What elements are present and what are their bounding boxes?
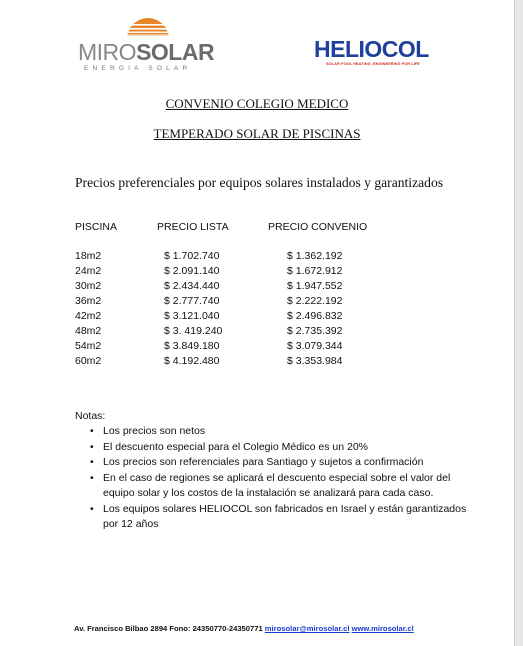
cell-precio-convenio: $ 2.496.832 bbox=[287, 310, 343, 322]
sun-icon bbox=[74, 16, 194, 40]
table-row bbox=[0, 280, 514, 295]
cell-piscina: 60m2 bbox=[75, 355, 102, 367]
intro-text: Precios preferenciales por equipos solares instalados y garantizados bbox=[75, 175, 444, 190]
col-header-precio-lista: PRECIO LISTA bbox=[157, 221, 229, 233]
table-row bbox=[0, 265, 514, 280]
cell-piscina: 36m2 bbox=[75, 295, 102, 307]
mirosolar-wordmark: MIROSOLAR bbox=[78, 39, 215, 65]
cell-precio-convenio: $ 1.672.912 bbox=[287, 265, 343, 277]
bullet-icon: • bbox=[90, 440, 94, 453]
list-item: • El descuento especial para el Colegio Médico es un 20% bbox=[90, 440, 482, 456]
cell-precio-lista: $ 2.091.140 bbox=[164, 265, 220, 277]
mirosolar-tagline: ENERGIA SOLAR bbox=[84, 65, 192, 72]
cell-precio-convenio: $ 2.222.192 bbox=[287, 295, 343, 307]
cell-precio-convenio: $ 2.735.392 bbox=[287, 325, 343, 337]
cell-piscina: 18m2 bbox=[75, 250, 102, 262]
table-row bbox=[0, 250, 514, 265]
cell-precio-convenio: $ 3.079.344 bbox=[287, 340, 343, 352]
bullet-icon: • bbox=[90, 502, 94, 515]
footer-address: Av. Francisco Bilbao 2894 Fono: 24350770-24350771 bbox=[74, 624, 265, 633]
cell-precio-lista: $ 1.702.740 bbox=[164, 250, 220, 262]
cell-precio-convenio: $ 1.362.192 bbox=[287, 250, 343, 262]
col-header-piscina: PISCINA bbox=[75, 221, 118, 233]
bullet-icon: • bbox=[90, 471, 94, 484]
heliocol-tagline: SOLAR POOL HEATING, ENGINEERING FOR LIFE bbox=[326, 62, 420, 66]
cell-precio-lista: $ 3. 419.240 bbox=[164, 325, 223, 337]
document-title: CONVENIO COLEGIO MEDICO bbox=[165, 96, 349, 111]
bullet-icon: • bbox=[90, 456, 94, 468]
cell-precio-lista: $ 4.192.480 bbox=[164, 355, 220, 367]
table-row bbox=[0, 310, 514, 325]
email-link[interactable]: mirosolar@mirosolar.cl bbox=[264, 624, 350, 633]
website-link[interactable]: www.mirosolar.cl bbox=[351, 624, 414, 633]
list-item: • Los precios son referenciales para Santiago y sujetos a confirmación bbox=[90, 455, 482, 471]
cell-precio-convenio: $ 1.947.552 bbox=[287, 280, 343, 292]
notes-title: Notas: bbox=[75, 410, 106, 422]
heliocol-wordmark: HELIOCOL bbox=[314, 36, 429, 62]
cell-piscina: 24m2 bbox=[75, 265, 102, 277]
table-row bbox=[0, 325, 514, 340]
viewer-edge bbox=[514, 0, 523, 646]
bullet-icon: • bbox=[90, 425, 94, 437]
cell-precio-lista: $ 2.777.740 bbox=[164, 295, 220, 307]
list-item: • Los precios son netos bbox=[90, 424, 482, 440]
cell-precio-lista: $ 3.121.040 bbox=[164, 310, 220, 322]
document-subtitle: TEMPERADO SOLAR DE PISCINAS bbox=[153, 126, 361, 141]
cell-piscina: 48m2 bbox=[75, 325, 102, 337]
notes-list bbox=[90, 424, 482, 533]
cell-piscina: 30m2 bbox=[75, 280, 102, 292]
cell-piscina: 42m2 bbox=[75, 310, 102, 322]
table-row bbox=[0, 295, 514, 310]
cell-piscina: 54m2 bbox=[75, 340, 102, 352]
list-item: • En el caso de regiones se aplicará el descuento especial sobre el valor del equipo solar y los costos de la instalación se analizará para cada caso. bbox=[90, 471, 451, 499]
cell-precio-lista: $ 3.849.180 bbox=[164, 340, 220, 352]
mirosolar-logo bbox=[74, 16, 215, 74]
cell-precio-convenio: $ 3.353.984 bbox=[287, 355, 343, 367]
cell-precio-lista: $ 2.434.440 bbox=[164, 280, 220, 292]
list-item: • Los equipos solares HELIOCOL son fabricados en Israel y están garantizados por 12 años bbox=[90, 502, 467, 530]
heliocol-logo bbox=[314, 37, 450, 71]
table-row bbox=[0, 340, 514, 355]
table-row bbox=[0, 355, 514, 370]
col-header-precio-convenio: PRECIO CONVENIO bbox=[268, 221, 368, 233]
footer-contact bbox=[74, 624, 414, 633]
